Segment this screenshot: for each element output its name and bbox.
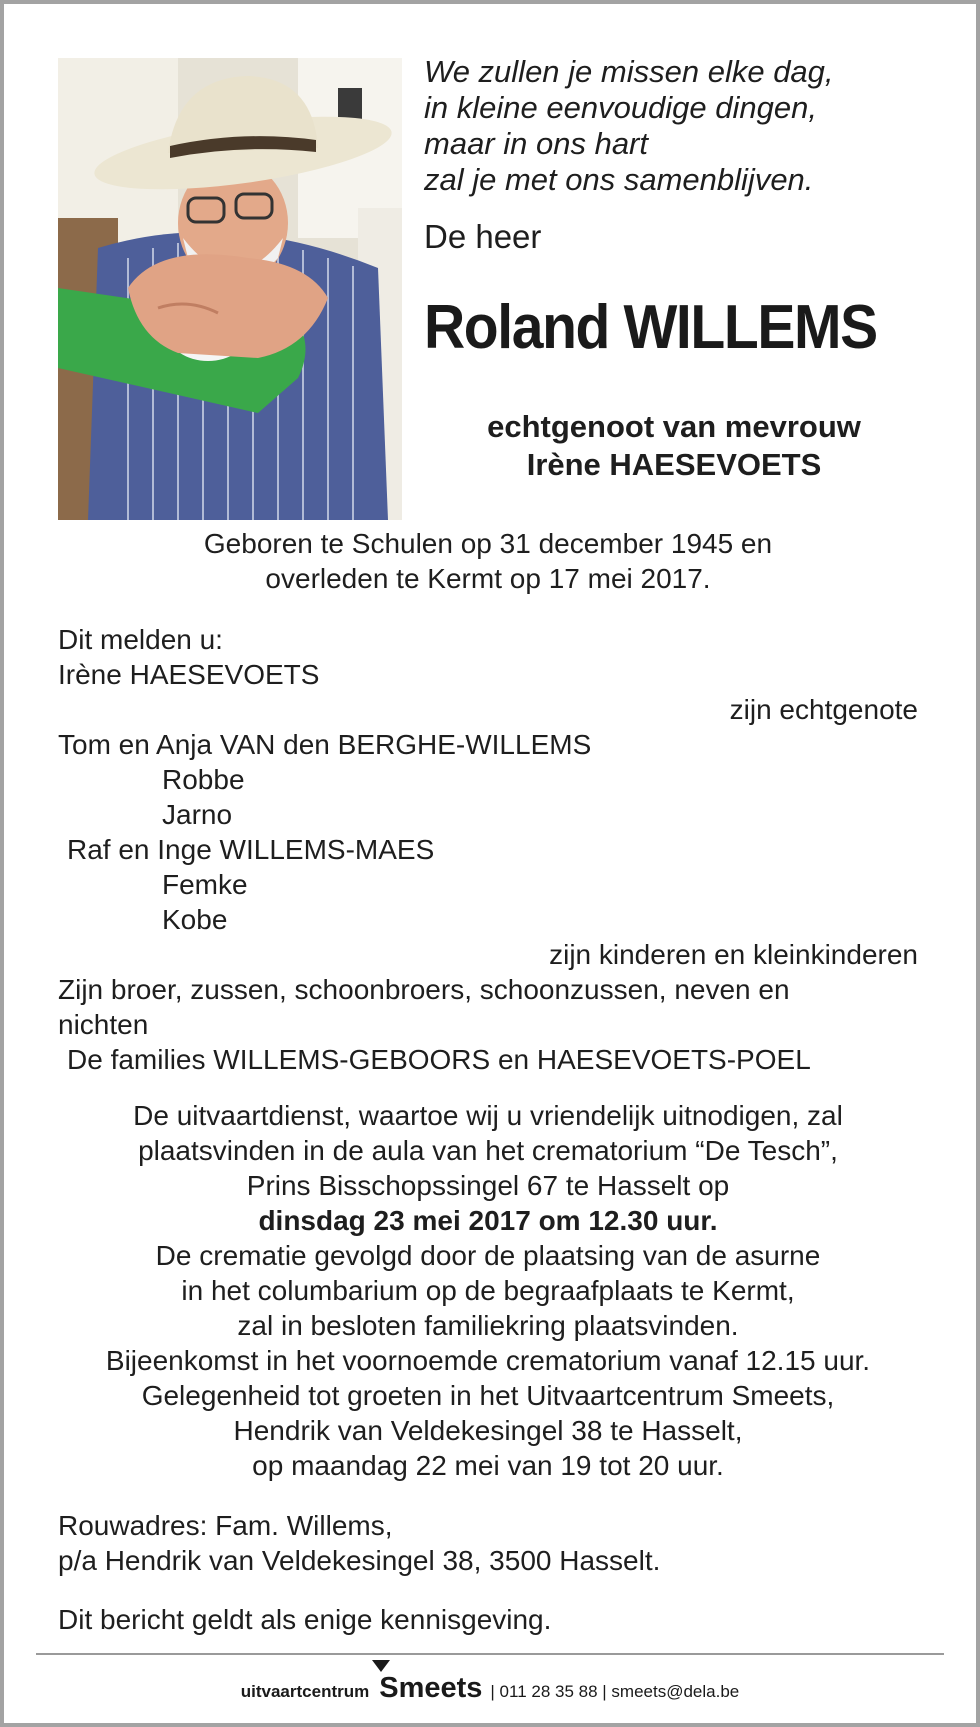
service-date: dinsdag 23 mei 2017 om 12.30 uur. (258, 1205, 718, 1236)
service-line: zal in besloten familiekring plaatsvinden. (237, 1310, 739, 1341)
birth-line: Geboren te Schulen op 31 december 1945 en (203, 528, 773, 559)
address-line: p/a Hendrik van Veldekesingel 38, 3500 Hasselt. (58, 1545, 661, 1576)
announcer-grandchild: Robbe (162, 764, 245, 795)
service-line: Hendrik van Veldekesingel 38 te Hasselt, (233, 1415, 743, 1446)
service-line: De crematie gevolgd door de plaatsing van de asurne (155, 1240, 821, 1271)
service-line: Prins Bisschopssingel 67 te Hasselt op (246, 1170, 730, 1201)
spouse-info (424, 408, 924, 484)
announcer-siblings: nichten (58, 1009, 149, 1040)
announcer-grandchild: Jarno (162, 799, 233, 830)
address-line: Rouwadres: Fam. Willems, (58, 1510, 393, 1541)
death-line: overleden te Kermt op 17 mei 2017. (265, 563, 711, 594)
announcer-child: Tom en Anja VAN den BERGHE-WILLEMS (58, 729, 592, 760)
triangle-marker-icon (372, 1660, 390, 1672)
service-line: in het columbarium op de begraafplaats te Kermt, (181, 1275, 795, 1306)
announcer-siblings: Zijn broer, zussen, schoonbroers, schoonzussen, neven en (58, 974, 790, 1005)
announcer-spouse: Irène HAESEVOETS (58, 659, 320, 690)
spouse-name: Irène HAESEVOETS (526, 447, 822, 482)
deceased-name: Roland WILLEMS (424, 293, 877, 362)
footer-contact: | 011 28 35 88 | smeets@dela.be (490, 1682, 740, 1701)
service-line: plaatsvinden in de aula van het crematorium “De Tesch”, (138, 1135, 838, 1166)
service-line: De uitvaartdienst, waartoe wij u vriendelijk uitnodigen, zal (133, 1100, 843, 1131)
mourning-address (58, 1508, 660, 1578)
announcer-grandchild: Femke (162, 869, 248, 900)
funeral-home-footer (0, 1672, 980, 1705)
announcer-child: Raf en Inge WILLEMS-MAES (67, 834, 435, 865)
service-line: op maandag 22 mei van 19 tot 20 uur. (252, 1450, 724, 1481)
notice-text: Dit bericht geldt als enige kennisgeving. (58, 1604, 552, 1635)
service-line: Bijeenkomst in het voornoemde crematorium vanaf 12.15 uur. (105, 1345, 871, 1376)
announcer-families: De families WILLEMS-GEBOORS en HAESEVOETS-POEL (67, 1044, 811, 1075)
footer-brand-logo: Smeets (379, 1672, 483, 1704)
poem-line: maar in ons hart (424, 126, 648, 161)
poem-line: zal je met ons samenblijven. (424, 162, 814, 197)
service-details (58, 1098, 918, 1483)
spouse-relation: echtgenoot van mevrouw (487, 409, 861, 444)
memorial-poem (424, 54, 924, 198)
honorific: De heer (424, 218, 542, 255)
footer-divider (36, 1653, 944, 1655)
portrait-photo (58, 58, 402, 520)
birth-death-dates (58, 526, 918, 596)
service-line: Gelegenheid tot groeten in het Uitvaartcentrum Smeets, (141, 1380, 835, 1411)
poem-line: We zullen je missen elke dag, (424, 54, 834, 89)
announcer-grandchild: Kobe (162, 904, 228, 935)
footer-org: uitvaartcentrum (240, 1682, 370, 1701)
announcers-intro: Dit melden u: (58, 624, 223, 655)
poem-line: in kleine eenvoudige dingen, (424, 90, 817, 125)
announcer-role: zijn echtgenote (729, 694, 918, 725)
announcer-role: zijn kinderen en kleinkinderen (549, 939, 918, 970)
